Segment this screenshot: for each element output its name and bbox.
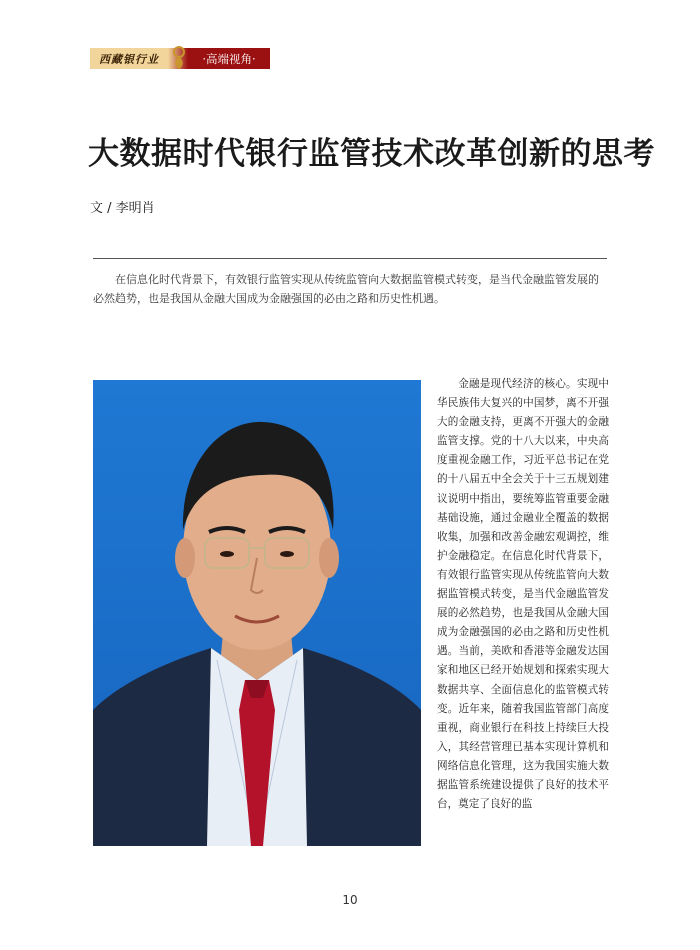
portrait-illustration xyxy=(93,380,421,846)
magazine-header xyxy=(90,48,270,69)
divider xyxy=(93,258,607,259)
article-title: 大数据时代银行监管技术改革创新的思考 xyxy=(88,136,655,172)
brand-logo: 西藏银行业 xyxy=(90,48,168,69)
page-number: 10 xyxy=(342,893,358,907)
article-body: 金融是现代经济的核心。实现中华民族伟大复兴的中国梦，离不开强大的金融支持，更离不开强大的金融监管支撑。党的十八大以来，中央高度重视金融工作，习近平总书记在党的十八届五中全会关于十三五规划建议说明中指出，要统筹监管重要金融基础设施，通过金融业全覆盖的数据收集，加强和改善金融宏观调控，维护金融稳定。在信息化时代背景下，有效银行监管实现从传统监管向大数据监管模式转变，是当代金融监管发展的必然趋势，也是我国从金融大国成为金融强国的必由之路和历史性机遇。当前，美欧和香港等金融发达国家和地区已经开始规划和探索实现大数据共享、全面信息化的监管模式转变。近年来，随着我国监管部门高度重视，商业银行在科技上持续巨大投入，其经营管理已基本实现计算机和网络信息化管理，这为我国实施大数据监管系统建设提供了良好的技术平台，奠定了良好的监 xyxy=(437,378,609,811)
article-abstract: 在信息化时代背景下，有效银行监管实现从传统监管向大数据监管模式转变，是当代金融监管发展的必然趋势，也是我国从金融大国成为金融强国的必由之路和历史性机遇。 xyxy=(93,273,599,305)
author-portrait xyxy=(93,380,421,846)
section-label: ·高端视角· xyxy=(188,48,270,69)
brand-emblem-icon xyxy=(168,48,188,69)
article-author: 文 / 李明肖 xyxy=(90,201,155,216)
